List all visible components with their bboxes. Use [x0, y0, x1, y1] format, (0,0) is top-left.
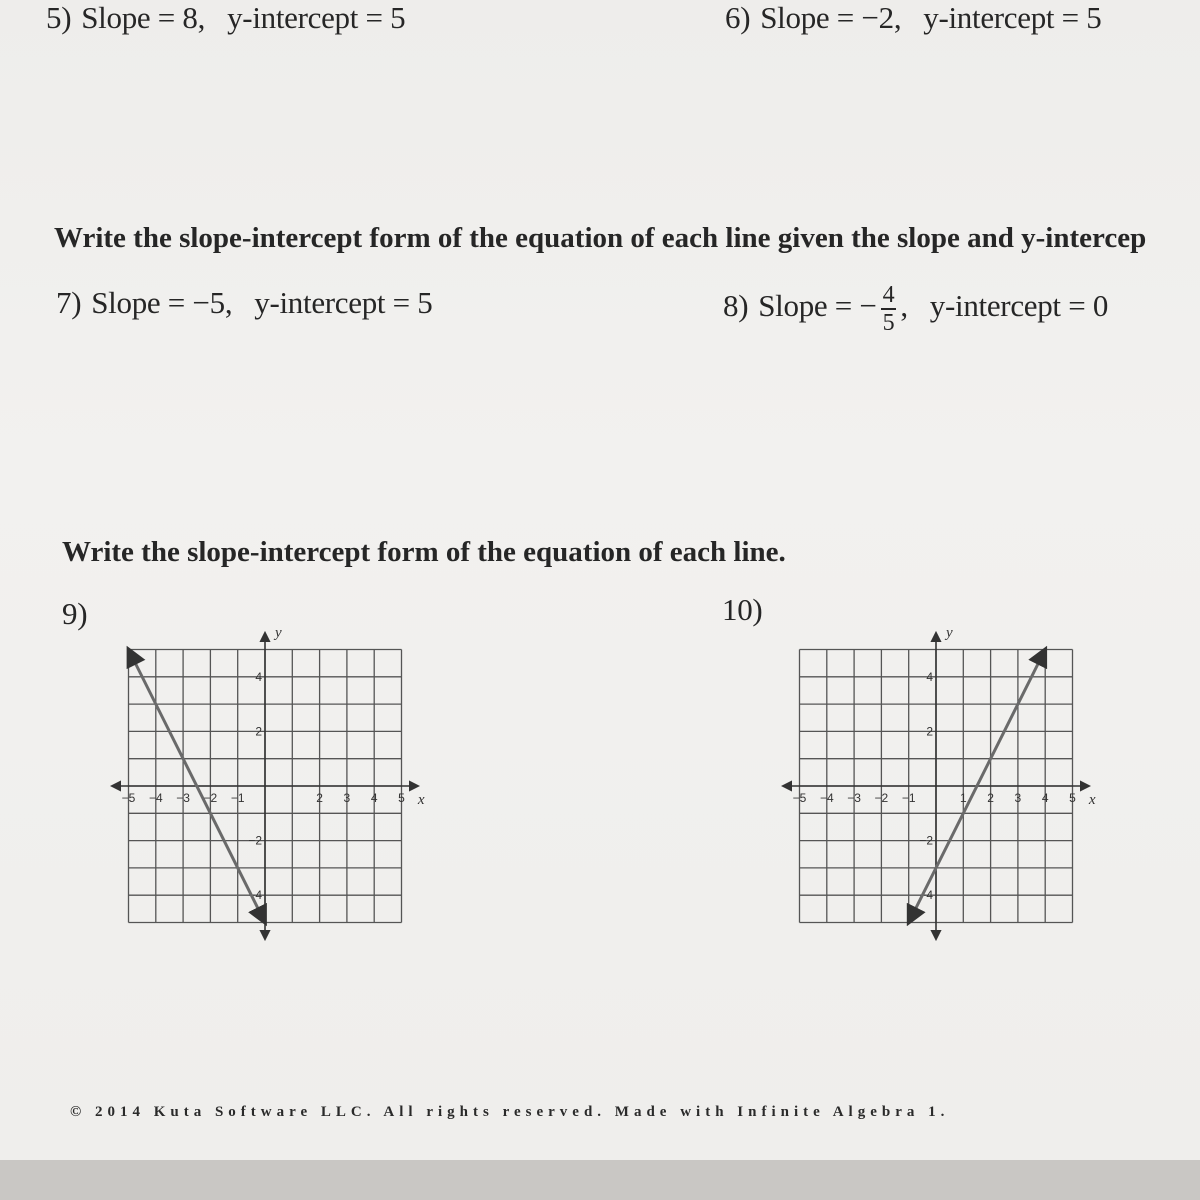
x-axis-label: x [1088, 792, 1096, 808]
problem-6-slope: Slope = −2, [760, 0, 902, 35]
y-tick-label: 4 [255, 669, 262, 684]
problem-7-number: 7) [56, 285, 82, 320]
x-tick-label: −5 [792, 791, 807, 805]
y-tick-label: 4 [926, 669, 933, 684]
x-tick-label: 5 [398, 791, 405, 805]
x-tick-label: 3 [343, 791, 351, 805]
x-tick-label: 5 [1069, 791, 1076, 805]
graph-10 [783, 625, 1096, 939]
x-tick-label: 4 [370, 791, 378, 805]
x-tick-label: −1 [901, 791, 916, 805]
footer-copyright: © 2014 Kuta Software LLC. All rights reserved. Made with Infinite Algebra 1. [70, 1104, 950, 1120]
x-tick-label: −3 [847, 791, 861, 805]
x-tick-label: −4 [148, 791, 163, 805]
x-tick-label: −1 [230, 791, 245, 805]
x-tick-label: 1 [959, 791, 967, 805]
x-tick-label: −5 [121, 791, 136, 805]
problem-7-slope: Slope = −5, [91, 285, 233, 320]
problem-8-number: 8) [723, 288, 749, 324]
fraction-numerator: 4 [882, 282, 895, 308]
problem-8-intercept: y-intercept = 0 [929, 288, 1109, 324]
y-tick-label: −4 [248, 888, 262, 903]
fraction-denominator: 5 [882, 310, 895, 336]
problem-5-number: 5) [46, 0, 72, 35]
problem-6-intercept: y-intercept = 5 [923, 0, 1102, 35]
problem-5-intercept: y-intercept = 5 [227, 0, 406, 35]
x-tick-label: −2 [203, 791, 218, 805]
problem-6-number: 6) [725, 0, 751, 35]
y-tick-label: −2 [919, 833, 933, 848]
x-tick-label: 4 [1041, 791, 1049, 805]
problem-5-slope: Slope = 8, [81, 0, 206, 35]
instruction-slope-intercept: Write the slope-intercept form of the equation of each line given the slope and y-intercep [54, 222, 1147, 254]
graph-9 [112, 625, 425, 939]
x-tick-label: −3 [176, 791, 190, 805]
x-tick-label: 3 [1014, 791, 1022, 805]
x-axis-label: x [417, 792, 425, 808]
problem-8-comma: , [900, 288, 908, 324]
problem-8-slope-label: Slope = − [758, 288, 877, 324]
x-tick-label: −2 [874, 791, 889, 805]
instruction-each-line: Write the slope-intercept form of the equation of each line. [62, 536, 786, 568]
problem-10-number: 10) [722, 592, 763, 627]
x-tick-label: −4 [819, 791, 834, 805]
y-axis-label: y [946, 625, 953, 642]
problem-9-number: 9) [62, 596, 88, 631]
y-tick-label: 2 [926, 724, 933, 739]
x-tick-label: 2 [316, 791, 323, 805]
y-tick-label: −2 [248, 833, 262, 848]
y-tick-label: −4 [919, 888, 933, 903]
problem-7-intercept: y-intercept = 5 [254, 285, 433, 320]
y-tick-label: 2 [255, 724, 262, 739]
y-axis-label: y [275, 625, 282, 642]
x-tick-label: 2 [987, 791, 994, 805]
